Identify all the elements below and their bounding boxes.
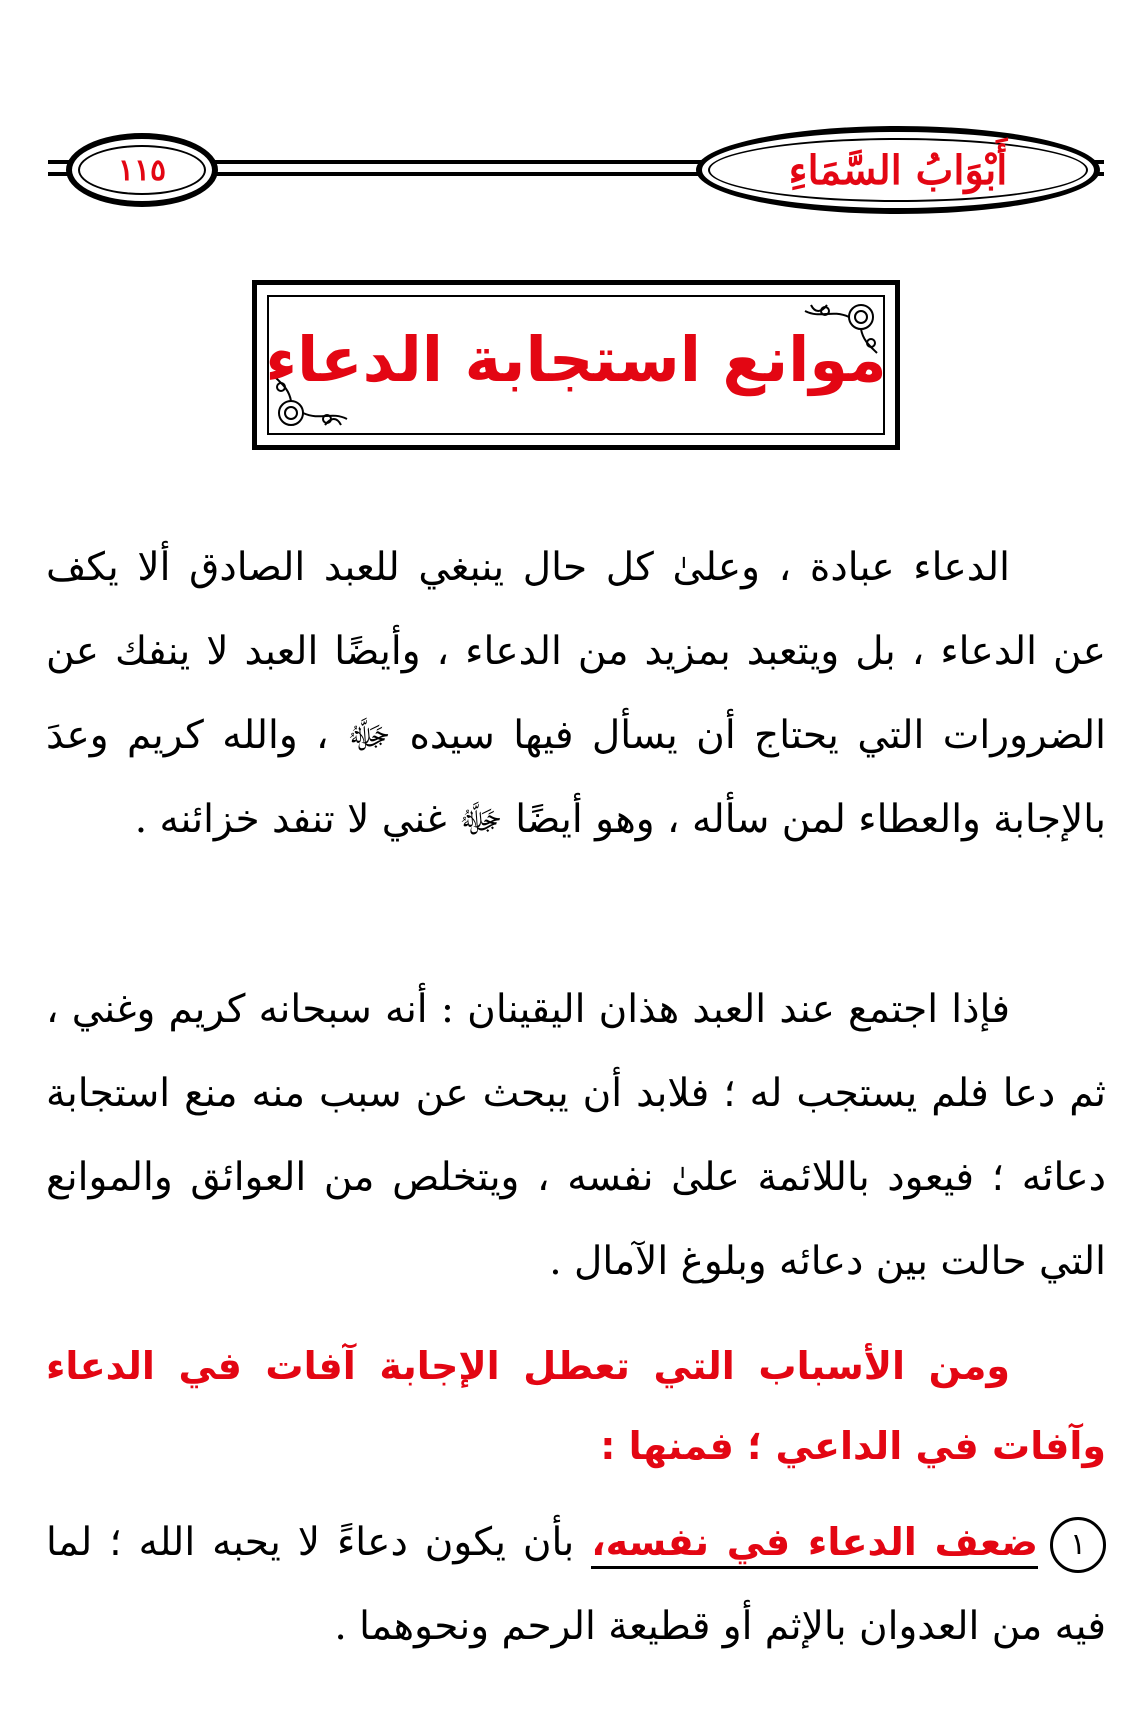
paragraph-2: [46, 968, 1106, 1304]
page-number: ١١٥: [117, 152, 167, 188]
section-heading-text: ومن الأسباب التي تعطل الإجابة آفات في الدعاء وآفات في الداعي ؛ فمنها :: [46, 1344, 1106, 1468]
paragraph-1: [46, 526, 1106, 862]
item-text: بأن يكون دعاءً لا يحبه الله ؛ لما فيه من العدوان بالإثم أو قطيعة الرحم ونحوهما .: [46, 1520, 1106, 1649]
paragraph-2-text: فإذا اجتمع عند العبد هذان اليقينان : أنه سبحانه كريم وغني ، ثم دعا فلم يستجب له ؛ فلابد أن يبحث عن سبب منه منع استجابة دعائه ؛ فيعود باللائمة علىٰ نفسه ، ويتخلص من العوائق والموانع التي حالت بين دعائه وبلوغ الآمال .: [46, 987, 1106, 1284]
item-number-circle: ١: [1050, 1517, 1106, 1573]
book-title: أَبْوَابُ السَّمَاءِ: [788, 146, 1008, 194]
paragraph-1-text: الدعاء عبادة ، وعلىٰ كل حال ينبغي للعبد الصادق ألا يكف عن الدعاء ، بل ويتعبد بمزيد من الدعاء ، وأيضًا العبد لا ينفك عن الضرورات التي يحتاج أن يسأل فيها سيده ﷻ ، والله كريم وعدَ بالإجابة والعطاء لمن سأله ، وهو أيضًا ﷻ غني لا تنفد خزائنه .: [46, 545, 1106, 842]
section-heading: [46, 1326, 1106, 1486]
book-title-badge: [696, 126, 1100, 214]
item-label: ضعف الدعاء في نفسه،: [591, 1520, 1038, 1569]
page-number-badge: [66, 133, 218, 207]
chapter-title: موانع استجابة الدعاء: [265, 323, 887, 396]
chapter-title-box: [252, 280, 900, 450]
list-item: [46, 1500, 1106, 1669]
list-item-1: [46, 1500, 1106, 1669]
